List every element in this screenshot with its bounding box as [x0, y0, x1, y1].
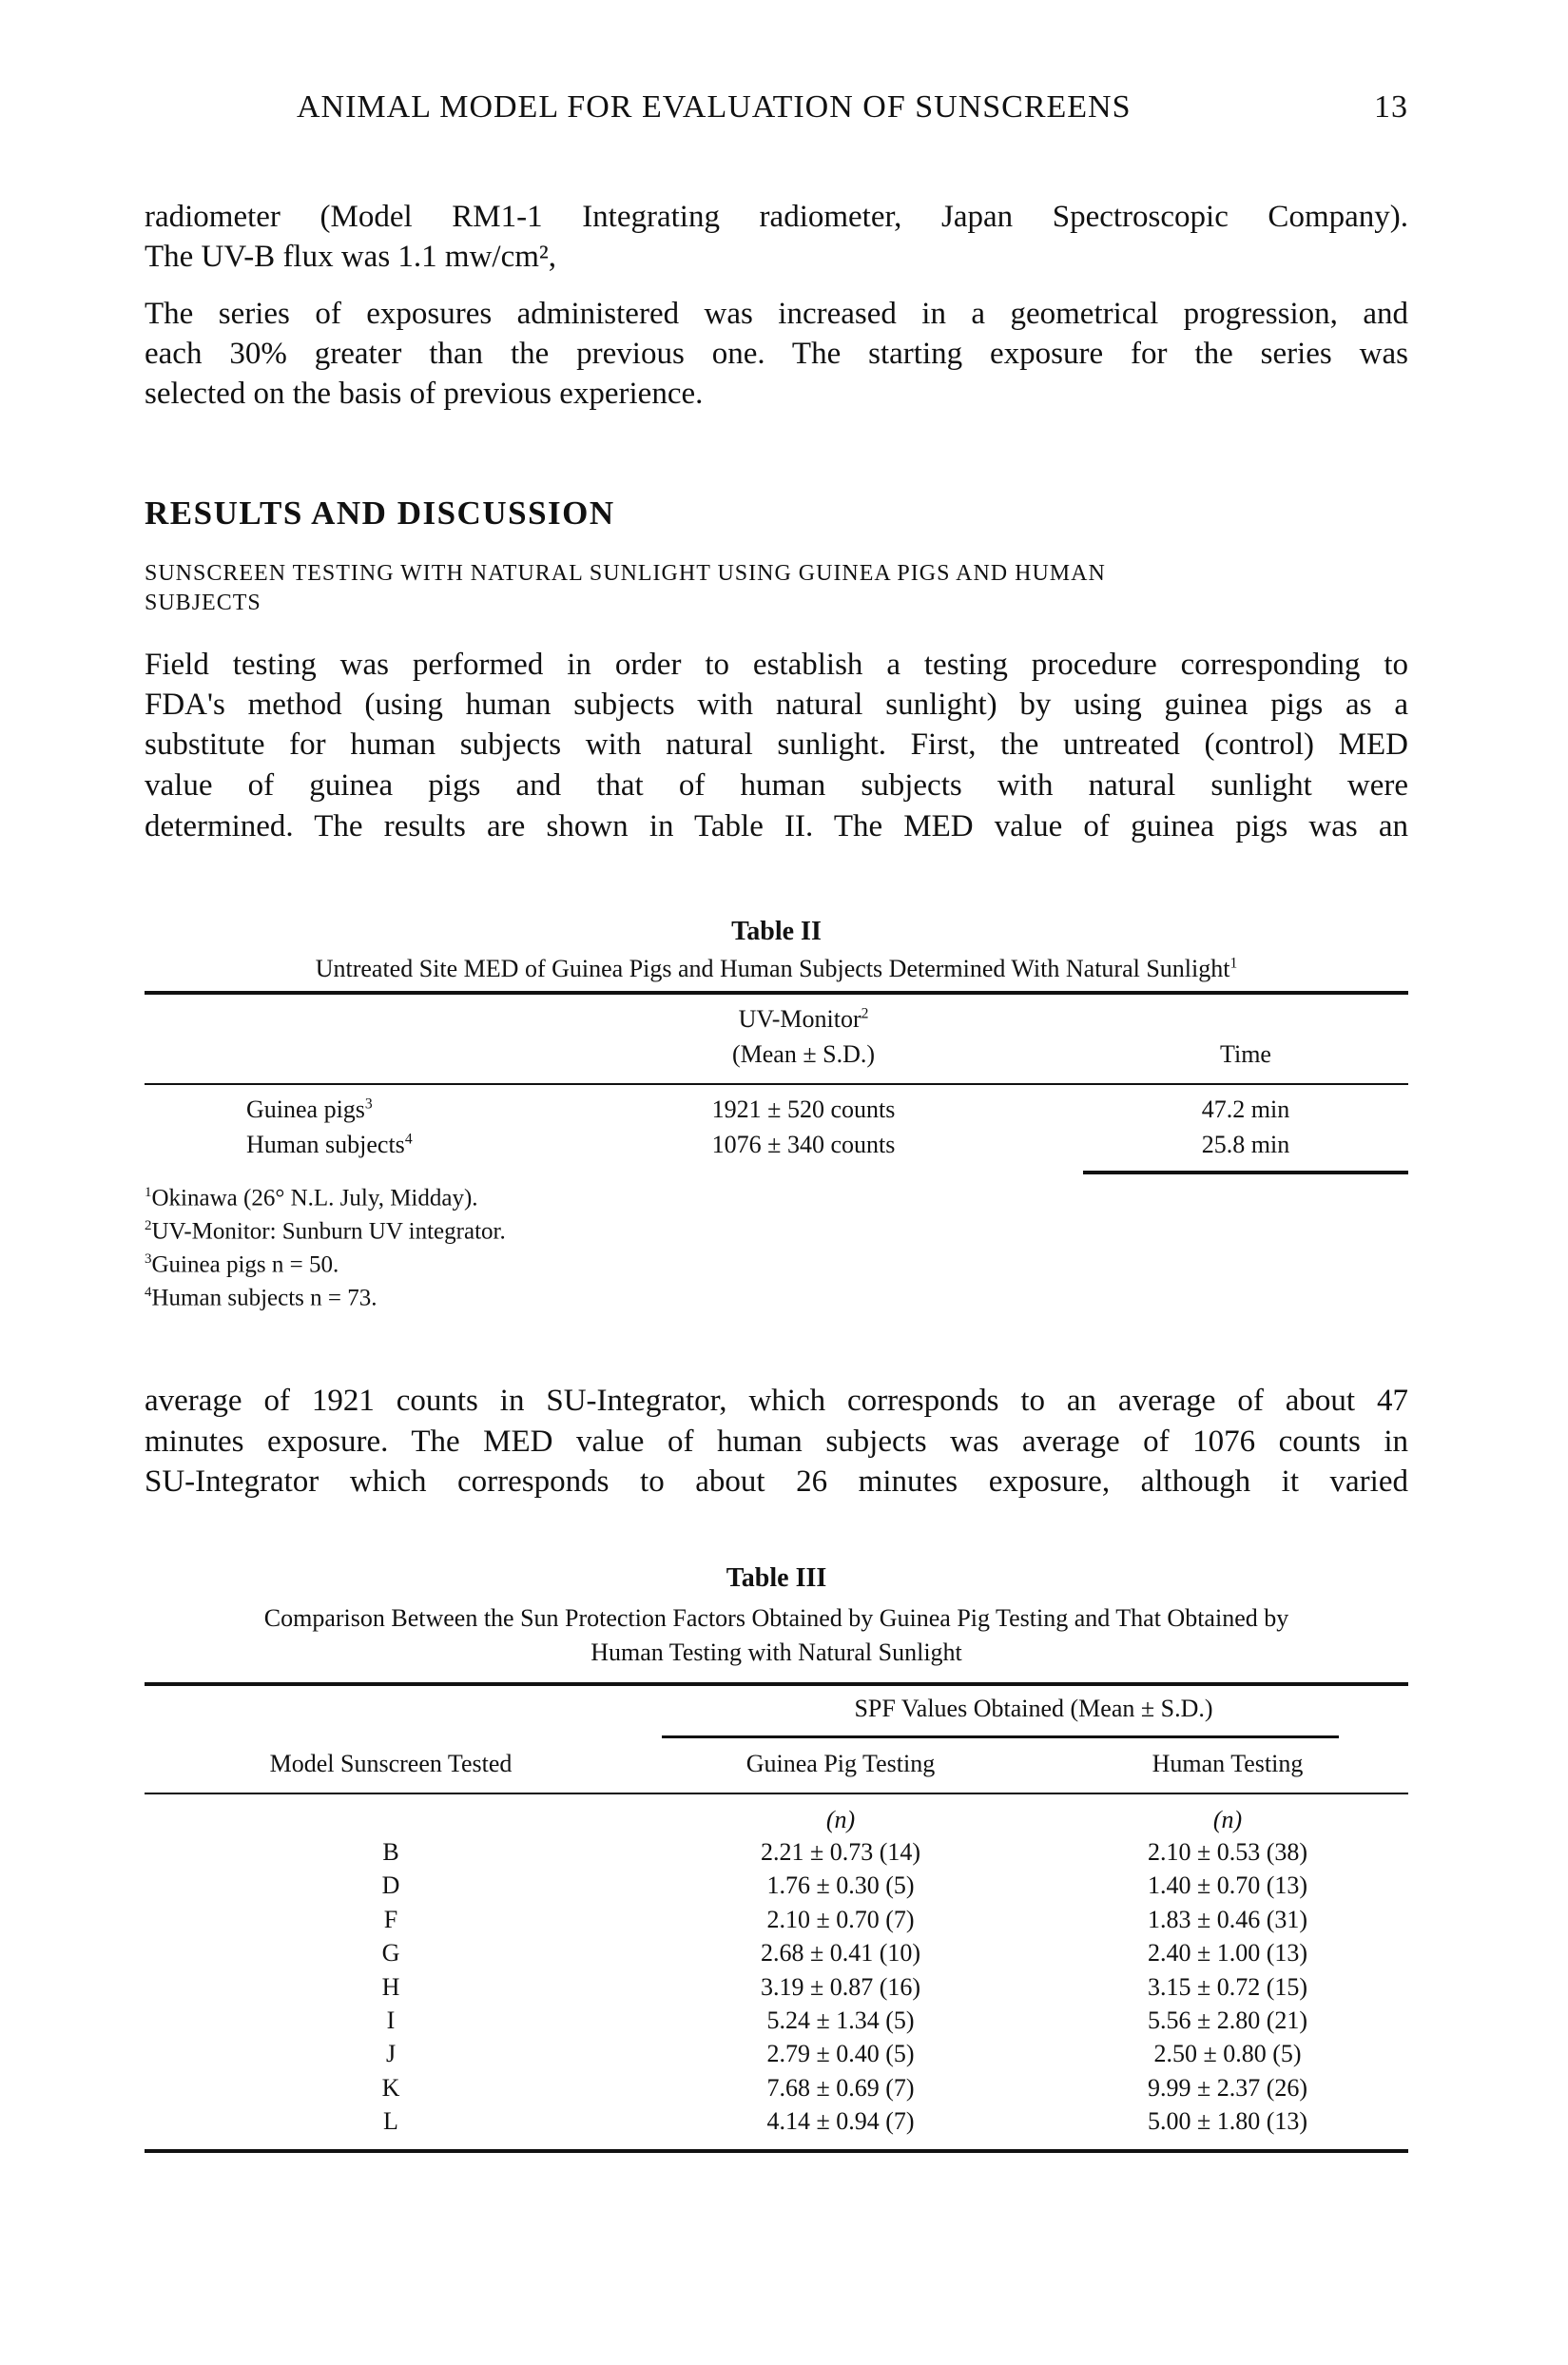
para4-line: SU-Integrator which corresponds to about 26 minutes exposure, although it varied [145, 1464, 1408, 1499]
para3-line: FDA's method (using human subjects with natural sunlight) by using guinea pigs as a [145, 688, 1408, 722]
header-rule [145, 1083, 1408, 1085]
spanner-rule [662, 1735, 1339, 1738]
page-number: 13 [1374, 89, 1408, 125]
footnote-mark: 1 [145, 1185, 152, 1200]
header-guinea: Guinea Pig Testing [745, 1750, 936, 1777]
label-text: Guinea pigs [246, 1095, 365, 1123]
n-label: (n) [1212, 1806, 1243, 1833]
row-counts: 1921 ± 520 counts [711, 1095, 896, 1123]
top-rule [145, 991, 1408, 995]
row-counts: 1076 ± 340 counts [711, 1131, 896, 1158]
row-model: B [382, 1838, 399, 1866]
row-model: D [381, 1871, 400, 1900]
row-model: J [385, 2040, 397, 2068]
footnote-mark: 3 [145, 1251, 152, 1267]
row-time: 25.8 min [1201, 1131, 1290, 1158]
row-label [246, 1131, 413, 1159]
spanner-header: SPF Values Obtained (Mean ± S.D.) [854, 1695, 1213, 1722]
row-model: I [386, 2006, 396, 2034]
row-human: 5.56 ± 2.80 (21) [1147, 2006, 1308, 2034]
footnote-text: UV-Monitor: Sunburn UV integrator. [151, 1218, 506, 1245]
row-label [246, 1095, 373, 1124]
row-human: 3.15 ± 0.72 (15) [1147, 1972, 1308, 2001]
para3-line: value of guinea pigs and that of human subjects with natural sunlight were [145, 768, 1408, 803]
para4-line: minutes exposure. The MED value of human subjects was average of 1076 counts in [145, 1425, 1408, 1459]
row-model: H [381, 1972, 400, 2001]
running-title: ANIMAL MODEL FOR EVALUATION OF SUNSCREENS [297, 89, 1132, 125]
footnote-text: Human subjects n = 73. [151, 1285, 377, 1311]
para2-line: selected on the basis of previous experience. [145, 377, 704, 411]
subheading-line: SUNSCREEN TESTING WITH NATURAL SUNLIGHT USING GUINEA PIGS AND HUMAN [145, 561, 1106, 586]
row-human: 2.50 ± 0.80 (5) [1153, 2040, 1302, 2068]
row-time: 47.2 min [1201, 1095, 1290, 1123]
para2-line: each 30% greater than the previous one. The starting exposure for the series was [145, 337, 1408, 371]
table-title: Table II [731, 917, 822, 946]
footnote-ref: 2 [861, 1005, 869, 1022]
row-guinea: 4.14 ± 0.94 (7) [766, 2107, 915, 2136]
footnote-ref: 4 [404, 1131, 413, 1148]
header-monitor [739, 1005, 869, 1034]
footnote [145, 1285, 377, 1311]
row-model: F [383, 1905, 398, 1933]
header-mean: (Mean ± S.D.) [731, 1040, 876, 1068]
row-guinea: 1.76 ± 0.30 (5) [766, 1871, 915, 1900]
footnote-text: Okinawa (26° N.L. July, Midday). [151, 1185, 478, 1212]
table-caption-line: Comparison Between the Sun Protection Factors Obtained by Guinea Pig Testing and That Obtained by [263, 1604, 1289, 1632]
row-human: 1.40 ± 0.70 (13) [1147, 1871, 1308, 1900]
row-human: 2.10 ± 0.53 (38) [1147, 1838, 1308, 1866]
subheading-line: SUBJECTS [145, 591, 261, 615]
row-guinea: 2.68 ± 0.41 (10) [760, 1939, 921, 1968]
footnote-text: Guinea pigs n = 50. [151, 1251, 339, 1278]
row-guinea: 2.21 ± 0.73 (14) [760, 1838, 921, 1866]
row-guinea: 7.68 ± 0.69 (7) [766, 2073, 915, 2102]
row-model: L [383, 2107, 398, 2136]
n-label: (n) [825, 1806, 856, 1833]
table-title: Table III [726, 1563, 827, 1593]
monitor-label: UV-Monitor [738, 1005, 861, 1033]
row-guinea: 3.19 ± 0.87 (16) [760, 1972, 921, 2001]
row-human: 2.40 ± 1.00 (13) [1147, 1939, 1308, 1968]
bottom-rule [1083, 1171, 1408, 1174]
row-human: 5.00 ± 1.80 (13) [1147, 2107, 1308, 2136]
row-guinea: 5.24 ± 1.34 (5) [766, 2006, 915, 2034]
row-human: 1.83 ± 0.46 (31) [1147, 1905, 1308, 1933]
para3-line: Field testing was performed in order to establish a testing procedure corresponding to [145, 648, 1408, 682]
header-human: Human Testing [1152, 1750, 1304, 1777]
para1-line: radiometer (Model RM1-1 Integrating radiometer, Japan Spectroscopic Company). [145, 200, 1408, 234]
header-rule [145, 1793, 1408, 1794]
label-text: Human subjects [246, 1131, 405, 1158]
row-guinea: 2.79 ± 0.40 (5) [766, 2040, 915, 2068]
footnote-ref: 1 [1229, 955, 1238, 972]
row-model: K [381, 2073, 400, 2102]
section-heading: RESULTS AND DISCUSSION [145, 494, 615, 532]
para4-line: average of 1921 counts in SU-Integrator, which corresponds to an average of about 47 [145, 1384, 1408, 1418]
table-caption [145, 955, 1408, 983]
footnote-mark: 4 [145, 1285, 152, 1300]
top-rule [145, 1682, 1408, 1686]
row-model: G [381, 1939, 400, 1968]
footnote [145, 1251, 339, 1278]
footnote-ref: 3 [364, 1095, 373, 1113]
row-human: 9.99 ± 2.37 (26) [1147, 2073, 1308, 2102]
table-caption-line: Human Testing with Natural Sunlight [590, 1638, 962, 1666]
para2-line: The series of exposures administered was increased in a geometrical progression, and [145, 297, 1408, 331]
para3-line: substitute for human subjects with natural sunlight. First, the untreated (control) MED [145, 727, 1408, 762]
para1-line: The UV-B flux was 1.1 mw/cm², [145, 240, 557, 274]
header-model: Model Sunscreen Tested [269, 1750, 513, 1777]
bottom-rule [145, 2149, 1408, 2153]
row-guinea: 2.10 ± 0.70 (7) [766, 1905, 915, 1933]
caption-text: Untreated Site MED of Guinea Pigs and Human Subjects Determined With Natural Sunlight [315, 955, 1230, 982]
header-time: Time [1220, 1040, 1271, 1068]
footnote-mark: 2 [145, 1218, 152, 1233]
footnote [145, 1218, 506, 1245]
footnote [145, 1185, 478, 1212]
para3-line: determined. The results are shown in Table II. The MED value of guinea pigs was an [145, 809, 1408, 843]
